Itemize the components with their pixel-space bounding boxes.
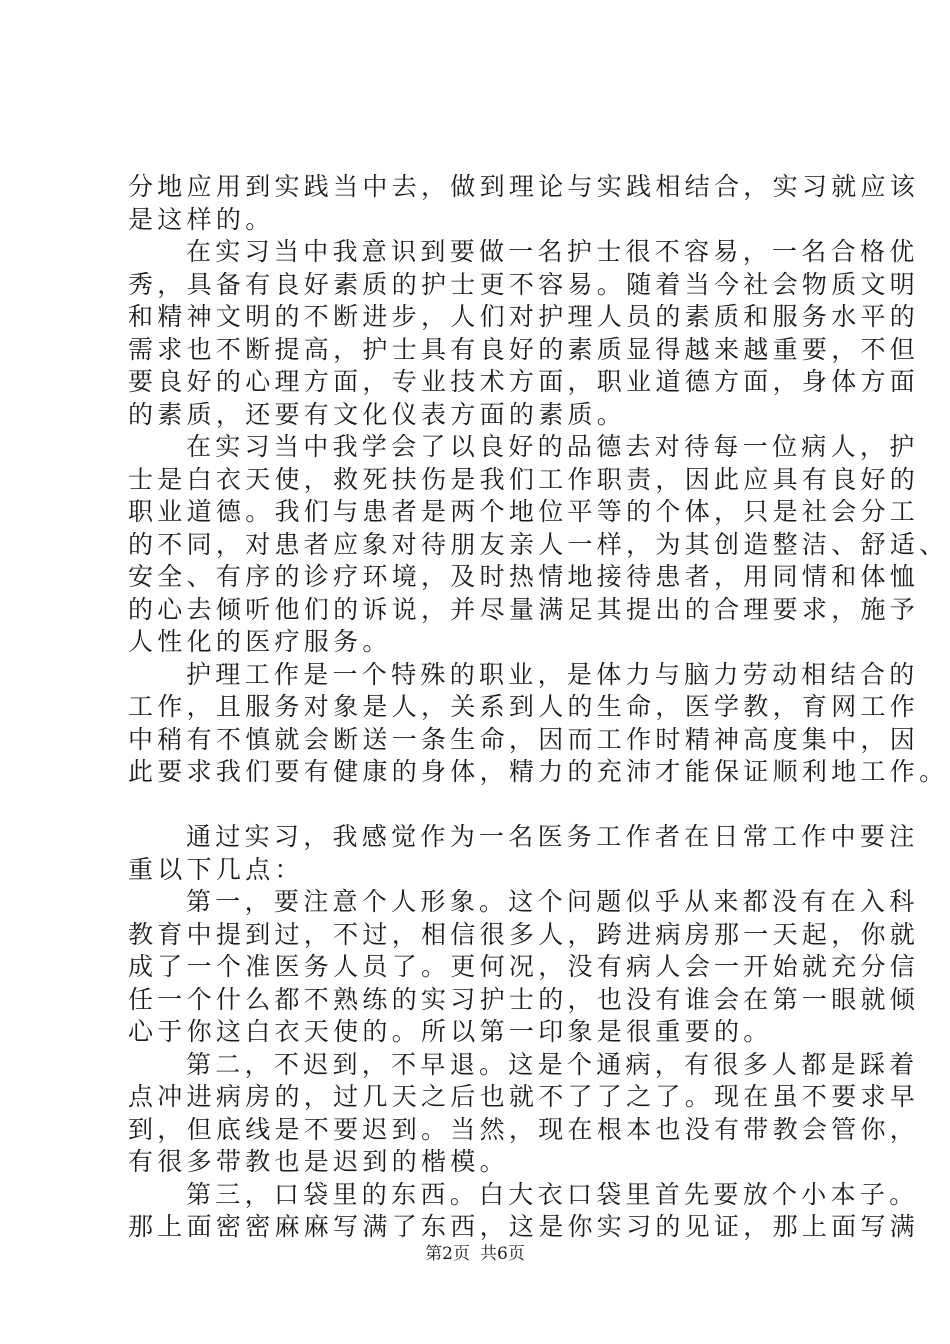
text-line: 第三，口袋里的东西。白大衣口袋里首先要放个小本子。	[186, 1179, 919, 1209]
text-line: 那上面密密麻麻写满了东西，这是你实习的见证，那上面写满	[128, 1212, 920, 1241]
text-line: 在实习当中我意识到要做一名护士很不容易，一名合格优	[186, 237, 919, 266]
text-line: 分地应用到实践当中去，做到理论与实践相结合，实习就应该	[128, 172, 920, 201]
text-line: 心于你这白衣天使的。所以第一印象是很重要的。	[128, 1017, 773, 1046]
blank-line	[128, 789, 828, 822]
text-line: 任一个什么都不熟练的实习护士的，也没有谁会在第一眼就倾	[128, 984, 920, 1014]
page-footer	[0, 1244, 950, 1264]
text-line: 需求也不断提高，护士具有良好的素质显得越来越重要，不但	[128, 334, 920, 364]
text-line: 要良好的心理方面，专业技术方面，职业道德方面，身体方面	[128, 367, 920, 396]
text-line: 安全、有序的诊疗环境，及时热情地接待患者，用同情和体恤	[128, 562, 920, 591]
text-line: 教育中提到过，不过，相信很多人，跨进病房那一天起，你就	[128, 919, 920, 949]
text-line: 到，但底线是不要迟到。当然，现在根本也没有带教会管你，	[128, 1114, 920, 1144]
page-total: 共6页	[480, 1244, 525, 1264]
text-line: 和精神文明的不断进步，人们对护理人员的素质和服务水平的	[128, 302, 920, 331]
text-line: 重以下几点：	[128, 854, 304, 884]
text-line: 秀，具备有良好素质的护士更不容易。随着当今社会物质文明	[128, 269, 920, 299]
text-line: 通过实习，我感觉作为一名医务工作者在日常工作中要注	[186, 822, 919, 851]
text-line: 中稍有不慎就会断送一条生命，因而工作时精神高度集中，因	[128, 724, 920, 754]
text-line: 的不同，对患者应象对待朋友亲人一样，为其创造整洁、舒适、	[128, 529, 949, 559]
text-line: 有很多带教也是迟到的楷模。	[128, 1147, 509, 1176]
text-line: 士是白衣天使，救死扶伤是我们工作职责，因此应具有良好的	[128, 464, 920, 494]
text-line: 第一，要注意个人形象。这个问题似乎从来都没有在入科	[186, 887, 919, 916]
text-line: 成了一个准医务人员了。更何况，没有病人会一开始就充分信	[128, 952, 920, 981]
text-line: 护理工作是一个特殊的职业，是体力与脑力劳动相结合的	[186, 659, 919, 689]
text-line: 职业道德。我们与患者是两个地位平等的个体，只是社会分工	[128, 497, 920, 526]
page-number: 第2页	[425, 1244, 470, 1264]
text-line: 的心去倾听他们的诉说，并尽量满足其提出的合理要求，施予	[128, 594, 920, 624]
text-line: 人性化的医疗服务。	[128, 627, 392, 656]
text-line: 是这样的。	[128, 204, 275, 234]
text-line: 工作，且服务对象是人，关系到人的生命，医学教，育网工作	[128, 692, 920, 721]
text-line: 在实习当中我学会了以良好的品德去对待每一位病人，护	[186, 432, 919, 461]
text-line: 的素质，还要有文化仪表方面的素质。	[128, 399, 627, 429]
text-line: 第二，不迟到，不早退。这是个通病，有很多人都是踩着	[186, 1049, 919, 1079]
text-line: 此要求我们要有健康的身体，精力的充沛才能保证顺利地工作。	[128, 757, 949, 786]
text-line: 点冲进病房的，过几天之后也就不了了之了。现在虽不要求早	[128, 1082, 920, 1111]
document-body	[128, 171, 949, 1244]
